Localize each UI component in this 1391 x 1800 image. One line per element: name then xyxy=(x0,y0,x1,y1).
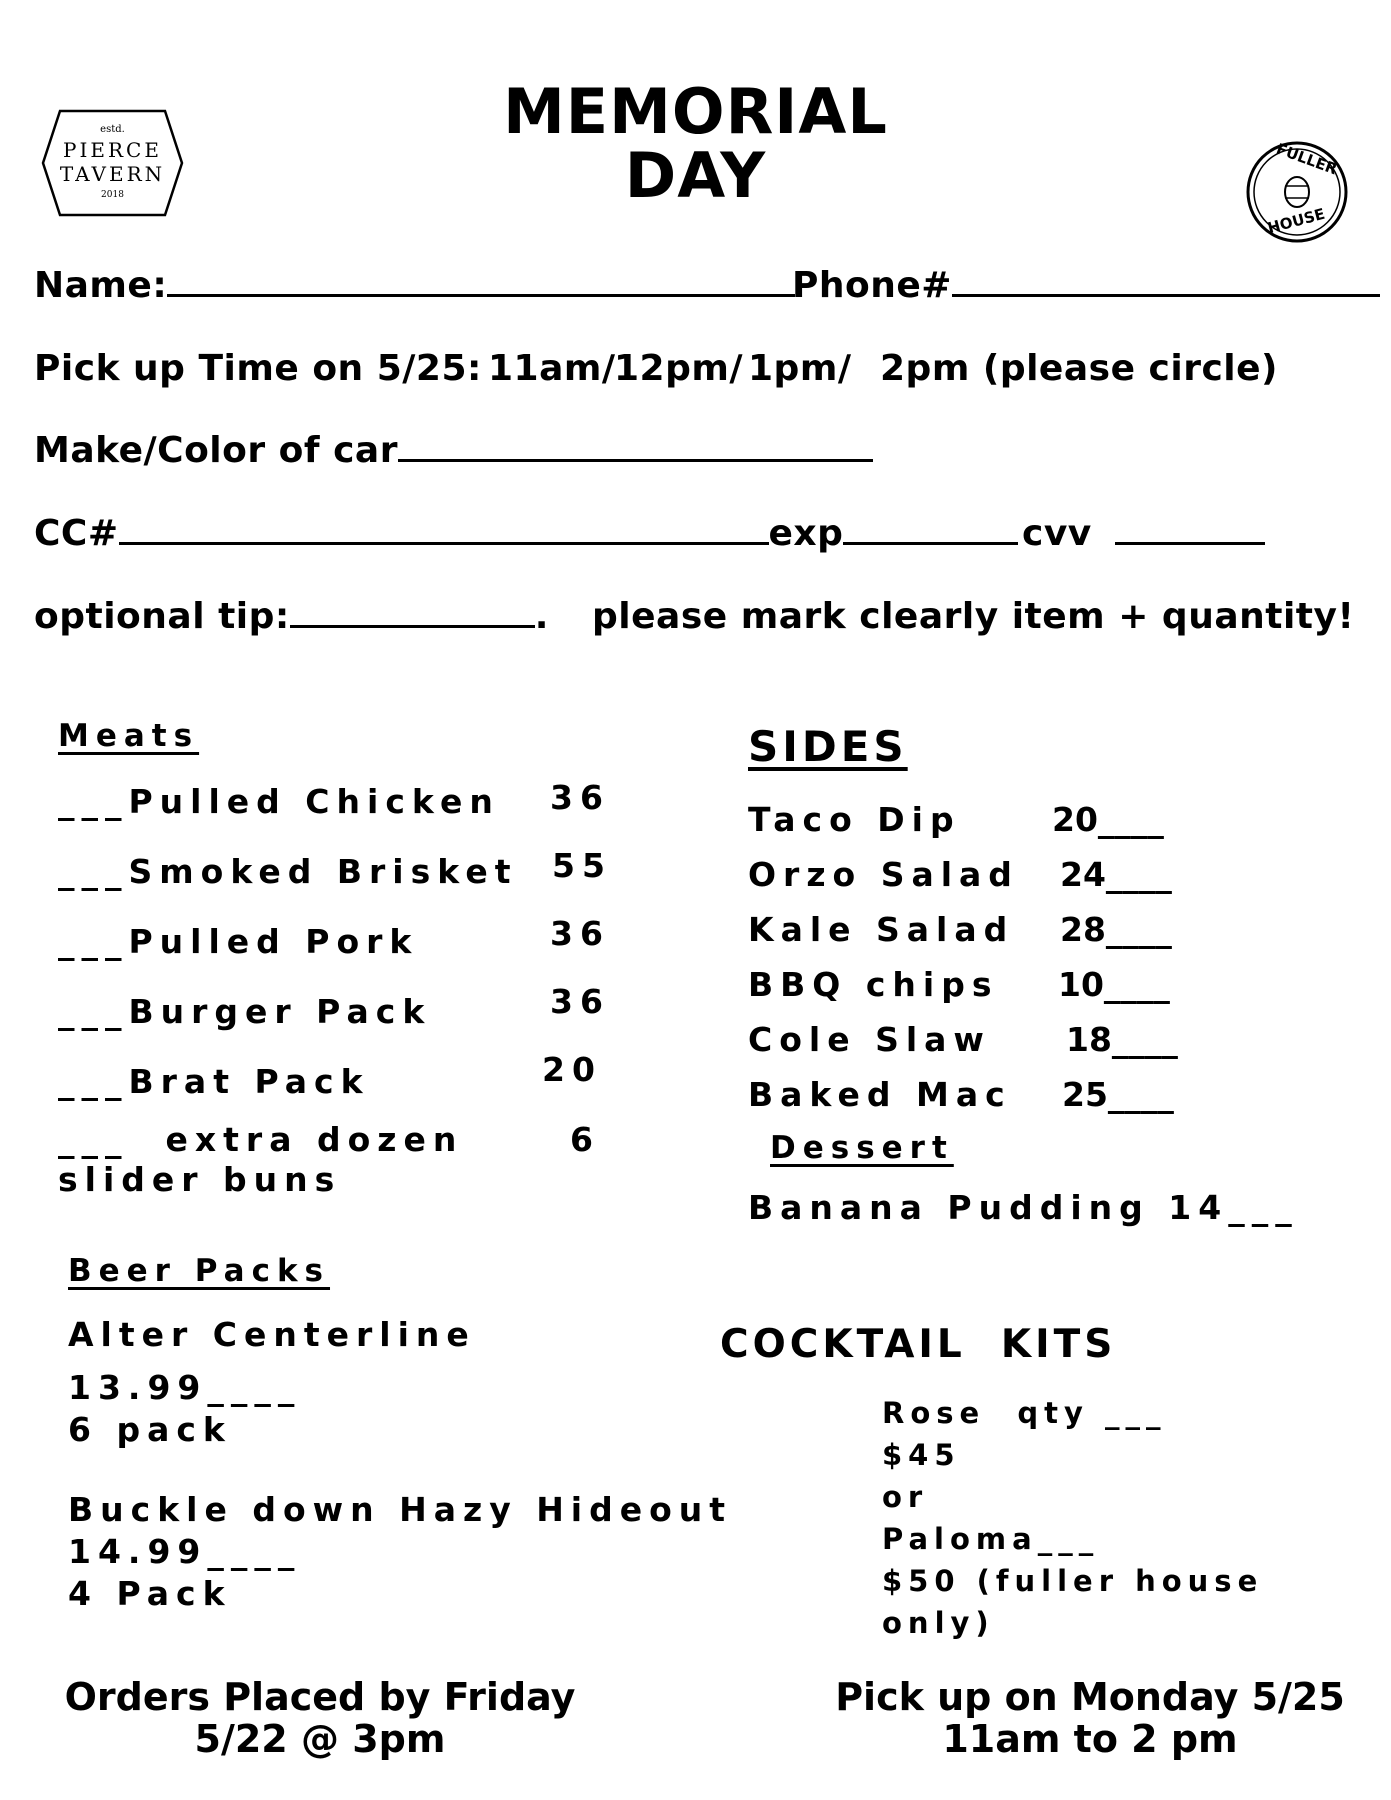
cc-field-row xyxy=(34,513,1018,554)
cc-field[interactable] xyxy=(119,514,769,545)
beer-item-alter-size: 6 pack xyxy=(68,1410,232,1449)
logo-estd: estd. xyxy=(100,124,125,135)
item-name: Smoked Brisket xyxy=(128,852,518,891)
cvv-field[interactable] xyxy=(1115,514,1265,545)
name-label: Name: xyxy=(34,265,168,306)
sides-heading: SIDES xyxy=(748,722,908,771)
item-name: Burger Pack xyxy=(128,992,432,1031)
footer-right-line-2: 11am to 2 pm xyxy=(942,1717,1238,1761)
meat-item-pulled-chicken xyxy=(58,782,500,821)
side-item-kale-salad: Kale Salad xyxy=(748,910,1015,949)
side-price-cole-slaw[interactable]: 18____ xyxy=(1066,1020,1178,1059)
dessert-item-banana-pudding[interactable]: Banana Pudding 14___ xyxy=(748,1188,1299,1227)
item-price: 20 xyxy=(542,1050,602,1089)
car-label: Make/Color of car xyxy=(34,430,398,471)
footer-pickup-info xyxy=(830,1676,1350,1760)
car-field[interactable] xyxy=(398,431,873,462)
phone-field[interactable] xyxy=(952,266,1380,297)
order-note: please mark clearly item + quantity! xyxy=(592,596,1355,637)
item-name: Brat Pack xyxy=(128,1062,370,1101)
item-name: Pulled Chicken xyxy=(128,782,500,821)
side-price-taco-dip[interactable]: 20____ xyxy=(1052,800,1164,839)
time-option-2pm[interactable]: 2pm (please circle) xyxy=(880,348,1278,389)
cvv-label: cvv xyxy=(1022,513,1092,554)
item-price: 36 xyxy=(550,914,610,953)
cocktail-rose-price: $45 xyxy=(882,1438,961,1472)
time-option-12pm[interactable]: 12pm/ xyxy=(614,348,744,389)
tip-suffix: . xyxy=(534,596,549,637)
beer-item-buckle-size: 4 Pack xyxy=(68,1574,232,1613)
side-price-bbq-chips[interactable]: 10____ xyxy=(1058,965,1170,1004)
phone-label: Phone# xyxy=(792,265,952,306)
item-price: 36 xyxy=(550,778,610,817)
meat-item-brat-pack xyxy=(58,1062,370,1101)
tip-label: optional tip: xyxy=(34,596,290,637)
side-item-taco-dip: Taco Dip xyxy=(748,800,961,839)
tip-field[interactable] xyxy=(290,597,535,628)
side-price-baked-mac[interactable]: 25____ xyxy=(1062,1075,1174,1114)
pickup-label: Pick up Time on 5/25: xyxy=(34,348,482,389)
exp-field[interactable] xyxy=(843,514,1018,545)
item-price: 6 xyxy=(570,1120,600,1159)
meat-item-pulled-pork xyxy=(58,922,418,961)
item-price: 55 xyxy=(552,846,612,885)
side-item-bbq-chips: BBQ chips xyxy=(748,965,999,1004)
logo-name-pierce: PIERCE xyxy=(63,138,162,162)
footer-order-deadline xyxy=(60,1676,580,1760)
item-name: extra dozen xyxy=(165,1120,464,1159)
beer-item-buckle-name: Buckle down Hazy Hideout xyxy=(68,1490,733,1529)
title-line-1: MEMORIAL xyxy=(503,75,888,148)
qty-blank[interactable]: ___ xyxy=(58,922,129,961)
meats-heading: Meats xyxy=(58,718,200,754)
qty-blank[interactable]: ___ xyxy=(58,1120,129,1159)
dessert-heading: Dessert xyxy=(770,1130,954,1166)
time-option-1pm[interactable]: 1pm/ xyxy=(748,348,852,389)
logo-name-house: HOUSE xyxy=(1265,204,1327,238)
footer-right-line-1: Pick up on Monday 5/25 xyxy=(835,1675,1345,1719)
time-option-11am[interactable]: 11am/ xyxy=(488,348,616,389)
cocktail-heading: COCKTAIL KITS xyxy=(720,1322,1117,1367)
title-line-2: DAY xyxy=(624,139,767,212)
beer-item-alter-price[interactable]: 13.99____ xyxy=(68,1368,302,1407)
cvv-field-row xyxy=(1022,513,1265,554)
name-field-row xyxy=(34,265,795,306)
qty-blank[interactable]: ___ xyxy=(58,782,129,821)
beer-item-buckle-price[interactable]: 14.99____ xyxy=(68,1532,302,1571)
side-item-cole-slaw: Cole Slaw xyxy=(748,1020,991,1059)
fuller-house-logo xyxy=(1245,140,1349,244)
meat-item-smoked-brisket xyxy=(58,852,517,891)
meat-item-burger-pack xyxy=(58,992,431,1031)
side-price-kale-salad[interactable]: 28____ xyxy=(1060,910,1172,949)
meat-item-extra-buns xyxy=(58,1120,463,1159)
logo-name-tavern: TAVERN xyxy=(59,162,166,186)
cocktail-or: or xyxy=(882,1480,929,1514)
item-name: Pulled Pork xyxy=(128,922,419,961)
beer-item-alter-name: Alter Centerline xyxy=(68,1315,476,1354)
side-price-orzo-salad[interactable]: 24____ xyxy=(1060,855,1172,894)
logo-year: 2018 xyxy=(101,190,124,200)
side-item-baked-mac: Baked Mac xyxy=(748,1075,1012,1114)
beer-heading: Beer Packs xyxy=(68,1253,331,1289)
side-item-orzo-salad: Orzo Salad xyxy=(748,855,1019,894)
footer-left-line-2: 5/22 @ 3pm xyxy=(194,1717,446,1761)
cc-label: CC# xyxy=(34,513,119,554)
item-price: 36 xyxy=(550,982,610,1021)
car-field-row xyxy=(34,430,873,471)
cocktail-paloma-line[interactable]: Paloma___ xyxy=(882,1522,1100,1556)
cocktail-rose-line[interactable]: Rose qty ___ xyxy=(882,1396,1167,1430)
qty-blank[interactable]: ___ xyxy=(58,992,129,1031)
item-name-line-2: slider buns xyxy=(58,1160,342,1199)
footer-left-line-1: Orders Placed by Friday xyxy=(64,1675,576,1719)
exp-label: exp xyxy=(768,513,844,554)
tip-field-row xyxy=(34,596,549,637)
cocktail-paloma-note: only) xyxy=(882,1606,995,1640)
name-field[interactable] xyxy=(167,266,795,297)
page-title xyxy=(0,75,1391,212)
phone-field-row xyxy=(792,265,1380,306)
qty-blank[interactable]: ___ xyxy=(58,852,129,891)
logo-name-fuller: FULLER xyxy=(1273,139,1340,179)
pierce-tavern-logo xyxy=(40,108,185,218)
qty-blank[interactable]: ___ xyxy=(58,1062,129,1101)
pickup-time-row xyxy=(34,348,482,389)
cocktail-paloma-price: $50 (fuller house xyxy=(882,1564,1264,1598)
